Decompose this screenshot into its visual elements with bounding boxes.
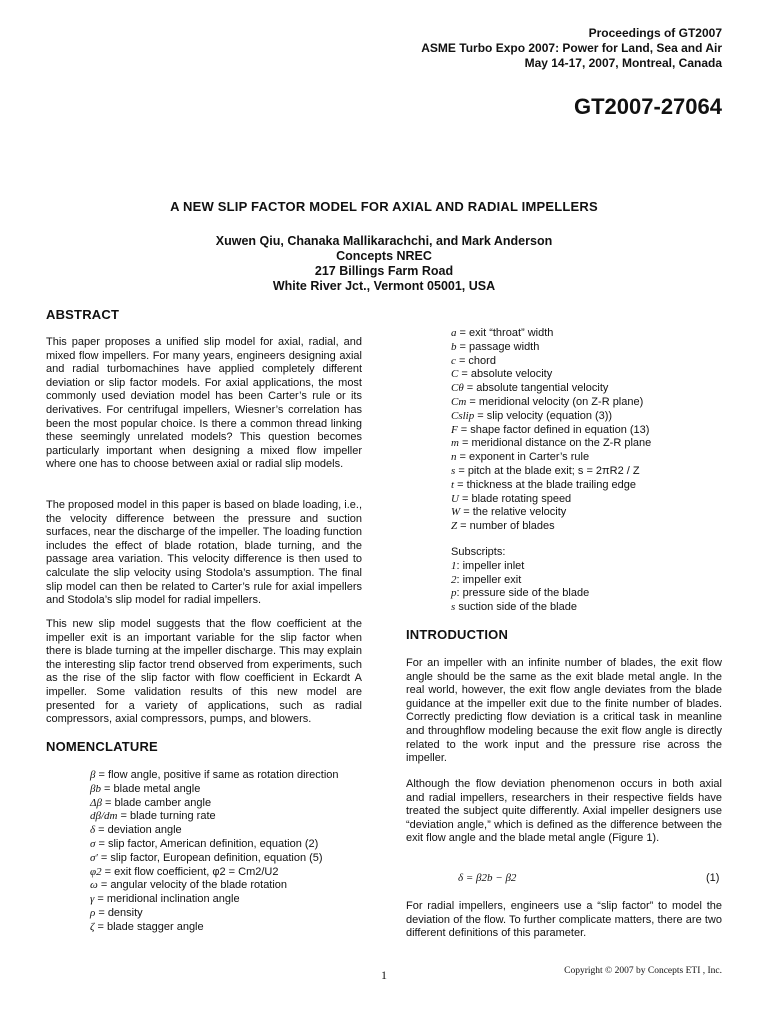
- definition: = thickness at the blade trailing edge: [454, 478, 636, 491]
- definition: = chord: [455, 354, 496, 367]
- symbol: σ′: [90, 851, 98, 864]
- symbol: Z: [451, 520, 458, 533]
- symbol: δ: [90, 824, 96, 837]
- definition: = exit “throat” width: [456, 327, 554, 339]
- nomenclature-item: [90, 769, 339, 783]
- definition: = density: [95, 906, 143, 919]
- definition: = meridional velocity (on Z-R plane): [466, 395, 644, 408]
- nomenclature-item: [451, 382, 651, 396]
- nomenclature-item: [451, 520, 651, 534]
- symbol: Cθ: [451, 382, 464, 395]
- nomenclature-item: [90, 810, 339, 824]
- definition: = deviation angle: [95, 824, 182, 837]
- nomenclature-item: [451, 410, 651, 424]
- symbol: 1: [451, 559, 457, 572]
- nomenclature-item: [90, 838, 339, 852]
- definition: = passage width: [456, 340, 540, 353]
- nomenclature-item: [90, 893, 339, 907]
- nomenclature-item: [451, 479, 651, 493]
- definition: = absolute tangential velocity: [463, 382, 609, 395]
- nomenclature-item: [90, 783, 339, 797]
- definition: suction side of the blade: [455, 601, 577, 614]
- nomenclature-item: [90, 921, 339, 935]
- author-address-line-1: 217 Billings Farm Road: [314, 264, 454, 278]
- definition: = slip factor, American definition, equation (2): [95, 837, 319, 850]
- definition: = angular velocity of the blade rotation: [97, 879, 288, 892]
- definition: : impeller exit: [456, 573, 522, 586]
- definition: = pitch at the blade exit; s = 2πR2 / Z: [455, 464, 640, 477]
- symbol: b: [451, 340, 457, 353]
- symbol: s: [451, 464, 456, 477]
- symbol: dβ/dm: [90, 810, 118, 823]
- symbol: σ: [90, 837, 96, 850]
- symbol: s: [451, 601, 456, 614]
- abstract-paragraph-1: This paper proposes a unified slip model for axial, radial, and mixed flow impellers. For many years, engineers designing axial and radial turbomachines have applied completely different deviation or slip factor models. For axial applications, the most commonly used deviation model has been Carter’s rule or its derivatives. For centrifugal impellers, Wiesner’s correlation has been the most popular choice. Is there a common thread linking these seemingly unrelated models? This question becomes particularly important when designing a mixed flow impeller where one has to choose between axial or radial slip models.: [46, 336, 362, 471]
- nomenclature-greek-list: [90, 769, 339, 935]
- author-block: [0, 234, 768, 294]
- subscripts-label: Subscripts:: [451, 546, 506, 558]
- author-organization: Concepts NREC: [336, 249, 432, 263]
- introduction-paragraph-1: For an impeller with an infinite number of blades, the exit flow angle should be the same as the exit blade metal angle. In the real world, however, the exit flow angle deviates from the blade guidance at the impeller exit due to the finite number of blades. Correctly predicting flow deviation is a critical task in meanline and throughflow modeling because the exit flow angle is directly related to the work input and the pressure rise across the impeller.: [406, 657, 722, 765]
- symbol: γ: [90, 893, 95, 906]
- subscript-item: [451, 587, 589, 601]
- symbol: t: [451, 478, 455, 491]
- symbol: U: [451, 492, 459, 505]
- definition: = exit flow coefficient, φ2 = Cm2/U2: [101, 865, 279, 878]
- symbol: ω: [90, 879, 98, 892]
- symbol: Cslip: [451, 409, 475, 422]
- nomenclature-item: [451, 355, 651, 369]
- symbol: C: [451, 368, 459, 381]
- author-address-line-2: White River Jct., Vermont 05001, USA: [272, 279, 496, 293]
- definition: = meridional distance on the Z-R plane: [458, 437, 652, 450]
- definition: = blade camber angle: [101, 796, 212, 809]
- nomenclature-roman-list: [451, 327, 651, 534]
- definition: : impeller inlet: [456, 559, 525, 572]
- symbol: β: [90, 769, 96, 781]
- definition: = shape factor defined in equation (13): [457, 423, 650, 436]
- definition: = flow angle, positive if same as rotation direction: [95, 769, 339, 781]
- definition: = blade stagger angle: [94, 920, 204, 933]
- symbol: W: [451, 506, 461, 519]
- definition: = meridional inclination angle: [94, 893, 240, 906]
- nomenclature-item: [451, 396, 651, 410]
- nomenclature-item: [451, 506, 651, 520]
- nomenclature-item: [90, 907, 339, 921]
- nomenclature-item: [451, 327, 651, 341]
- abstract-paragraph-3: This new slip model suggests that the flow coefficient at the impeller exit is an important variable for the slip factor when there is blade turning at the impeller discharge. This may explain the interesting slip factor trend observed from experiments, such as the rise of the slip factor with flow coefficient in Eckardt A impeller. Some validation results of this new model are presented for a variety of applications, such as radial compressors, axial compressors, pumps, and blowers.: [46, 618, 362, 726]
- definition: = absolute velocity: [458, 368, 553, 381]
- equation-1: δ = β2b − β2: [458, 872, 517, 884]
- abstract-heading: ABSTRACT: [46, 307, 120, 322]
- nomenclature-item: [451, 341, 651, 355]
- author-names: Xuwen Qiu, Chanaka Mallikarachchi, and Mark Anderson: [215, 234, 553, 248]
- proceedings-line-2: ASME Turbo Expo 2007: Power for Land, Sea and Air: [421, 41, 722, 55]
- page-number: 1: [381, 968, 387, 982]
- nomenclature-item: [451, 368, 651, 382]
- definition: = slip factor, European definition, equation (5): [97, 851, 323, 864]
- symbol: βb: [90, 782, 101, 795]
- copyright-notice: Copyright © 2007 by Concepts ETI , Inc.: [564, 966, 722, 976]
- introduction-heading: INTRODUCTION: [406, 627, 509, 642]
- symbol: φ2: [90, 865, 102, 878]
- nomenclature-item: [90, 879, 339, 893]
- definition: = blade turning rate: [117, 810, 216, 823]
- subscripts-block: [451, 546, 589, 615]
- symbol: p: [451, 587, 457, 600]
- introduction-paragraph-2: Although the flow deviation phenomenon occurs in both axial and radial impellers, researchers in their respective fields have treated the subject quite differently. Axial impeller designers use “deviation angle,” which is defined as the difference between the exit flow angle and the blade metal angle (Figure 1).: [406, 778, 722, 845]
- symbol: n: [451, 451, 457, 464]
- definition: = the relative velocity: [460, 506, 567, 519]
- nomenclature-item: [90, 866, 339, 880]
- definition: : pressure side of the blade: [456, 587, 590, 600]
- nomenclature-item: [90, 797, 339, 811]
- symbol: c: [451, 354, 456, 367]
- introduction-paragraph-3: For radial impellers, engineers use a “slip factor” to model the deviation of the flow. To further complicate matters, there are two different definitions of this parameter.: [406, 900, 722, 940]
- nomenclature-item: [90, 852, 339, 866]
- symbol: Δβ: [90, 796, 102, 809]
- symbol: Cm: [451, 395, 467, 408]
- subscript-item: [451, 560, 589, 574]
- definition: = blade metal angle: [100, 782, 201, 795]
- subscript-item: [451, 574, 589, 588]
- proceedings-block: [421, 26, 722, 71]
- symbol: a: [451, 327, 457, 339]
- nomenclature-item: [90, 824, 339, 838]
- abstract-paragraph-2: The proposed model in this paper is based on blade loading, i.e., the velocity difference between the pressure and suction surfaces, near the discharge of the impeller. The loading function includes the effect of blade rotation, blade turning, and the passage area variation. This velocity difference is then used to calculate the slip velocity using Stodola’s assumption. The final slip model can then be related to Carter’s rule for axial impellers and Stodola’s slip model for radial impellers.: [46, 499, 362, 607]
- symbol: ρ: [90, 906, 96, 919]
- paper-title: A NEW SLIP FACTOR MODEL FOR AXIAL AND RADIAL IMPELLERS: [170, 199, 598, 214]
- equation-1-number: (1): [706, 872, 720, 884]
- symbol: 2: [451, 573, 457, 586]
- subscript-item: [451, 601, 589, 615]
- definition: = blade rotating speed: [458, 492, 572, 505]
- nomenclature-item: [451, 437, 651, 451]
- nomenclature-item: [451, 465, 651, 479]
- definition: = number of blades: [457, 520, 555, 533]
- definition: = slip velocity (equation (3)): [474, 409, 613, 422]
- proceedings-line-1: Proceedings of GT2007: [588, 26, 722, 40]
- nomenclature-item: [451, 424, 651, 438]
- paper-id: GT2007-27064: [574, 94, 722, 119]
- symbol: F: [451, 423, 458, 436]
- symbol: ζ: [90, 920, 95, 933]
- nomenclature-item: [451, 493, 651, 507]
- subscripts-list: [451, 560, 589, 615]
- nomenclature-item: [451, 451, 651, 465]
- nomenclature-heading: NOMENCLATURE: [46, 739, 158, 754]
- symbol: m: [451, 437, 459, 450]
- definition: = exponent in Carter’s rule: [456, 451, 590, 464]
- proceedings-line-3: May 14-17, 2007, Montreal, Canada: [524, 56, 722, 70]
